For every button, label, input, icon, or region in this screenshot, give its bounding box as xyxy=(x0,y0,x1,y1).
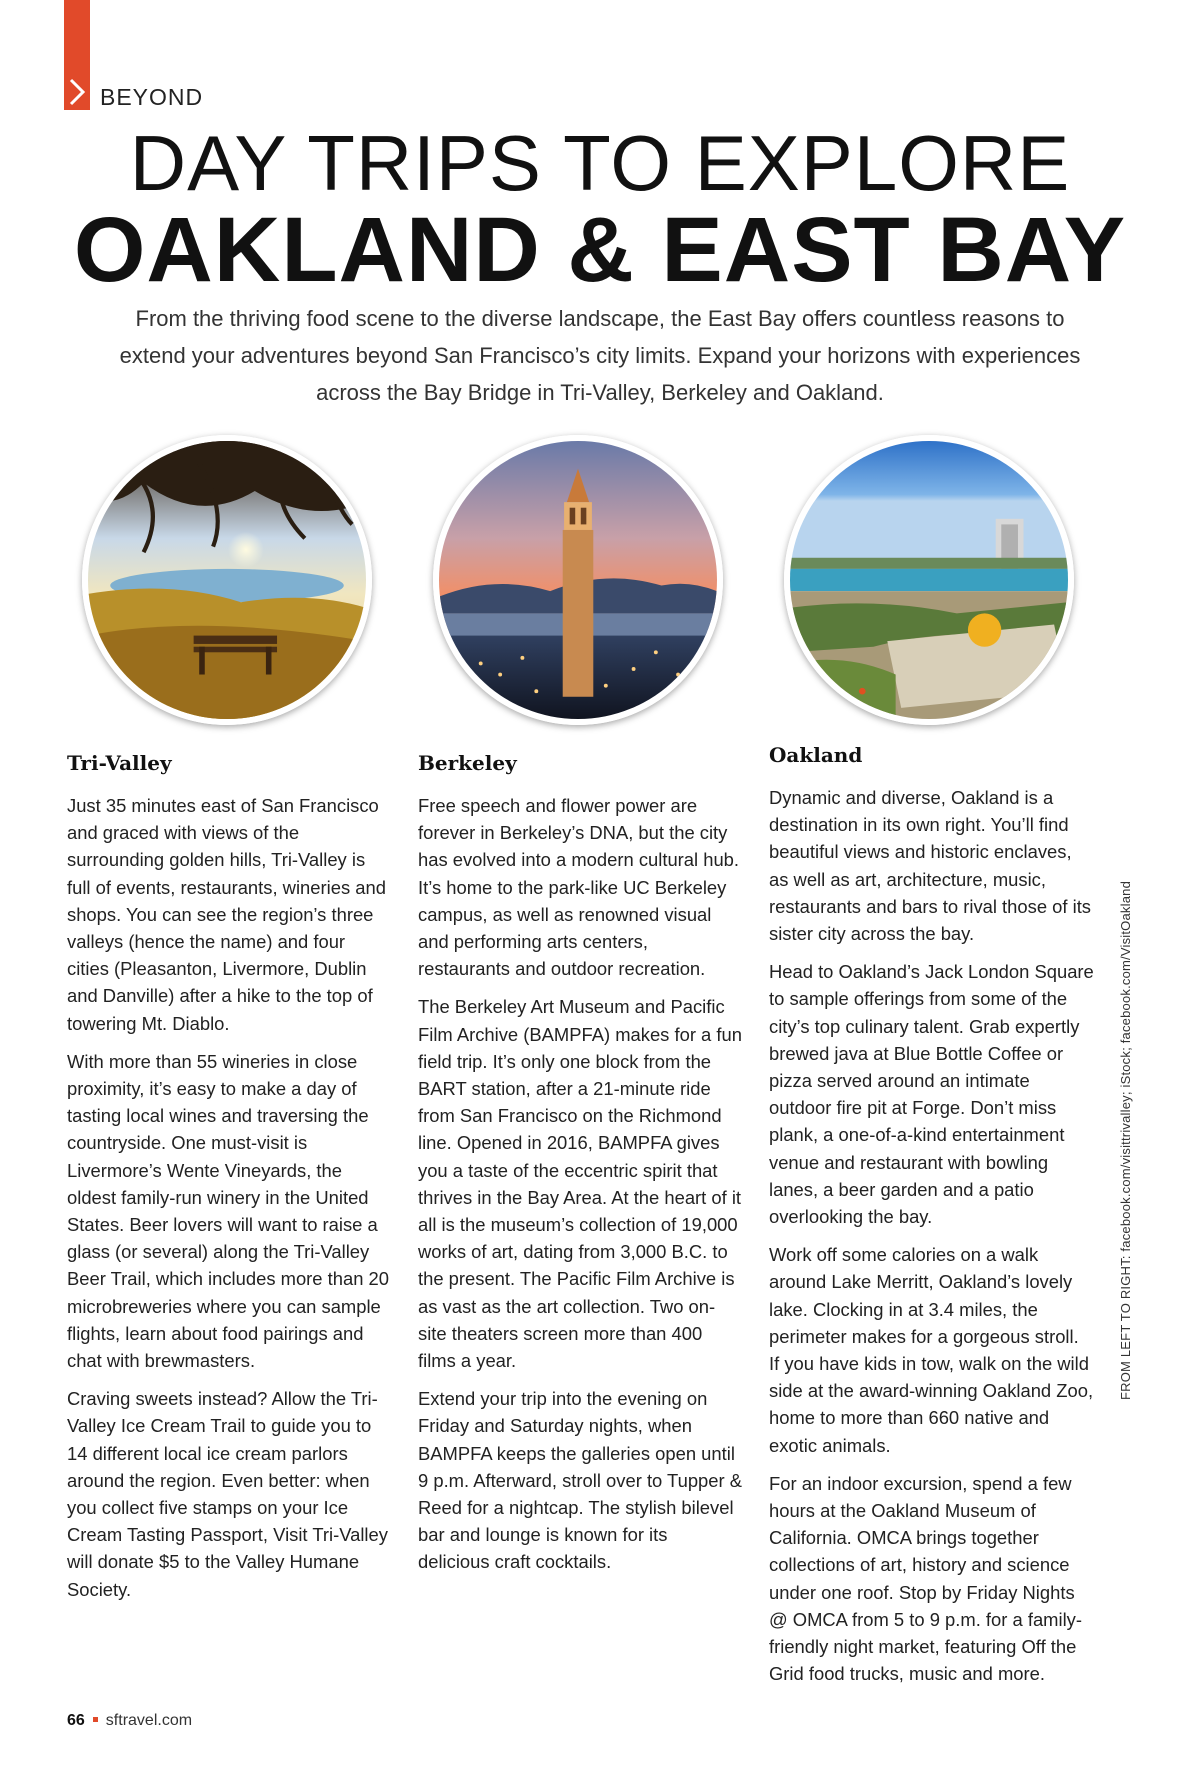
oakland-heading: Oakland xyxy=(769,743,863,767)
photo-credit: FROM LEFT TO RIGHT: facebook.com/visittrivalley; iStock; facebook.com/VisitOakland xyxy=(1118,881,1133,1400)
page-footer xyxy=(67,1712,192,1730)
berkeley-column xyxy=(418,750,743,1587)
footer-site[interactable]: sftravel.com xyxy=(105,1712,193,1729)
berkeley-paragraph-1: Free speech and flower power are forever in Berkeley’s DNA, but the city has evolved into a modern cultural hub. It’s home to the park-like UC Berkeley campus, as well as renowned visual and performing arts centers, restaurants and outdoor recreation. xyxy=(418,795,740,980)
page-number: 66 xyxy=(67,1712,85,1729)
oakland-paragraph-3: Work off some calories on a walk around Lake Merritt, Oakland’s lovely lake. Clocking in at 3.4 miles, the perimeter makes for a gorgeous stroll. If you have kids in tow, walk on the wild side at the award-winning Oakland Zoo, home to more than 660 native and exotic animals. xyxy=(769,1244,1094,1456)
berkeley-campanile-photo xyxy=(433,435,723,725)
title-line-2: OAKLAND & EAST BAY xyxy=(73,199,1127,301)
berkeley-paragraph-2: The Berkeley Art Museum and Pacific Film Archive (BAMPFA) makes for a fun field trip. It’s only one block from the BART station, after a 21-minute ride from San Francisco on the Richmond line. Opened in 2016, BAMPFA gives you a taste of the eccentric spirit that thrives in the Bay Area. At the heart of it all is the museum’s collection of 19,000 works of art, dating from 3,000 B.C. to the present. The Pacific Film Archive is as vast as the art collection. Two on-site theaters screen more than 400 films a year. xyxy=(418,996,742,1372)
section-tab xyxy=(64,0,90,110)
oakland-lake-photo xyxy=(784,435,1074,725)
tri-valley-paragraph-1: Just 35 minutes east of San Francisco and graced with views of the surrounding golden hills, Tri-Valley is full of events, restaurants, wineries and shops. You can see the region’s three valleys (hence the name) and four cities (Pleasanton, Livermore, Dublin and Danville) after a hike to the top of towering Mt. Diablo. xyxy=(67,795,386,1034)
section-label: BEYOND xyxy=(100,84,204,110)
oakland-column xyxy=(769,742,1094,1699)
tri-valley-paragraph-3: Craving sweets instead? Allow the Tri-Valley Ice Cream Trail to guide you to 14 different local ice cream parlors around the region. Even better: when you collect five stamps on your Ice Cream Tasting Passport, Visit Tri-Valley will donate $5 to the Valley Humane Society. xyxy=(67,1388,388,1600)
berkeley-paragraph-3: Extend your trip into the evening on Friday and Saturday nights, when BAMPFA keeps the galleries open until 9 p.m. Afterward, stroll over to Tupper & Reed for a nightcap. The stylish bilevel bar and lounge is known for its delicious craft cocktails. xyxy=(418,1388,743,1573)
chevron-right-icon xyxy=(68,78,86,106)
intro-paragraph: From the thriving food scene to the diverse landscape, the East Bay offers countless reasons to extend your adventures beyond San Francisco’s city limits. Expand your horizons with experiences across the Bay Bridge in Tri-Valley, Berkeley and Oakland. xyxy=(119,306,1081,405)
tri-valley-column xyxy=(67,750,392,1614)
tri-valley-photo xyxy=(82,435,372,725)
berkeley-heading: Berkeley xyxy=(418,751,517,775)
oakland-paragraph-1: Dynamic and diverse, Oakland is a destination in its own right. You’ll find beautiful views and historic enclaves, as well as art, architecture, music, restaurants and bars to rival those of its sister city across the bay. xyxy=(769,787,1091,945)
footer-square-icon xyxy=(93,1717,98,1722)
tri-valley-paragraph-2: With more than 55 wineries in close proximity, it’s easy to make a day of tasting local wines and traversing the countryside. One must-visit is Livermore’s Wente Vineyards, the oldest family-run winery in the United States. Beer lovers will want to raise a glass (or several) along the Tri-Valley Beer Trail, which includes more than 20 microbreweries where you can sample flights, learn about food pairings and chat with brewmasters. xyxy=(67,1050,389,1372)
title-line-1: DAY TRIPS TO EXPLORE xyxy=(129,119,1071,207)
oakland-paragraph-4: For an indoor excursion, spend a few hours at the Oakland Museum of California. OMCA brings together collections of art, history and science under one roof. Stop by Friday Nights @ OMCA from 5 to 9 p.m. for a family-friendly night market, featuring Off the Grid food trucks, music and more. xyxy=(769,1472,1082,1685)
tri-valley-heading: Tri-Valley xyxy=(67,751,172,775)
oakland-paragraph-2: Head to Oakland’s Jack London Square to sample offerings from some of the city’s top culinary talent. Grab expertly brewed java at Blue Bottle Coffee or pizza served around an intimate outdoor fire pit at Forge. Don’t miss plank, a one-of-a-kind entertainment venue and restaurant with bowling lanes, a beer garden and a patio overlooking the bay. xyxy=(769,961,1094,1228)
